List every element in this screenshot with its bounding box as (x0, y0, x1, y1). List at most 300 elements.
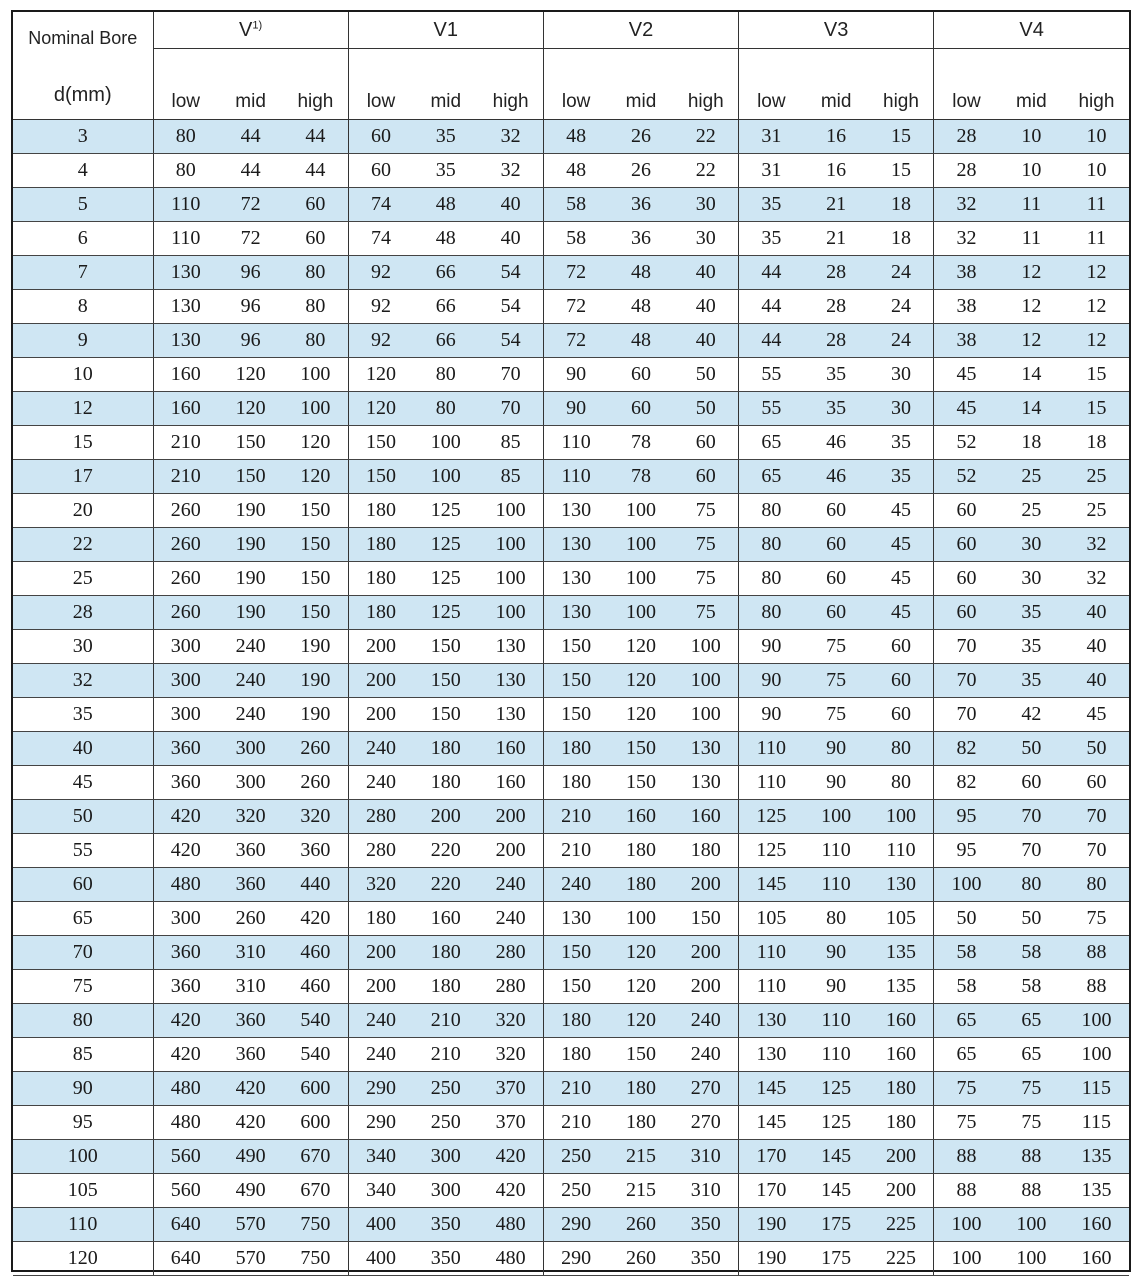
value-cell: 310 (218, 970, 283, 1004)
table-row (13, 324, 1129, 358)
value-cell: 95 (934, 834, 999, 868)
value-cell: 120 (608, 1004, 673, 1038)
value-cell: 45 (869, 494, 934, 528)
value-cell: 240 (674, 1038, 739, 1072)
sub-header-low: low (348, 49, 413, 120)
value-cell: 260 (608, 1242, 673, 1276)
value-cell: 360 (218, 1038, 283, 1072)
value-cell: 60 (999, 766, 1064, 800)
value-cell: 100 (478, 596, 543, 630)
value-cell: 250 (543, 1174, 608, 1208)
value-cell: 150 (283, 562, 348, 596)
sub-header-high: high (869, 49, 934, 120)
footnote-marker: 1) (252, 18, 263, 31)
value-cell: 130 (153, 290, 218, 324)
group-header-v2 (543, 12, 738, 49)
value-cell: 570 (218, 1242, 283, 1276)
value-cell: 150 (283, 528, 348, 562)
value-cell: 36 (608, 222, 673, 256)
value-cell: 200 (478, 834, 543, 868)
value-cell: 160 (1064, 1242, 1129, 1276)
value-cell: 100 (478, 528, 543, 562)
value-cell: 460 (283, 970, 348, 1004)
value-cell: 350 (674, 1242, 739, 1276)
value-cell: 350 (413, 1242, 478, 1276)
value-cell: 30 (999, 562, 1064, 596)
value-cell: 540 (283, 1004, 348, 1038)
value-cell: 160 (478, 732, 543, 766)
value-cell: 85 (478, 426, 543, 460)
value-cell: 35 (804, 358, 869, 392)
value-cell: 120 (283, 426, 348, 460)
value-cell: 225 (869, 1208, 934, 1242)
table-row (13, 460, 1129, 494)
value-cell: 110 (804, 868, 869, 902)
value-cell: 210 (153, 426, 218, 460)
value-cell: 50 (999, 732, 1064, 766)
value-cell: 150 (543, 630, 608, 664)
value-cell: 65 (934, 1038, 999, 1072)
value-cell: 54 (478, 324, 543, 358)
value-cell: 90 (543, 392, 608, 426)
value-cell: 120 (608, 698, 673, 732)
value-cell: 180 (348, 562, 413, 596)
value-cell: 145 (739, 1072, 804, 1106)
value-cell: 175 (804, 1242, 869, 1276)
bore-cell: 25 (13, 562, 153, 596)
value-cell: 480 (153, 1106, 218, 1140)
value-cell: 100 (804, 800, 869, 834)
value-cell: 58 (934, 970, 999, 1004)
value-cell: 36 (608, 188, 673, 222)
value-cell: 60 (1064, 766, 1129, 800)
value-cell: 75 (674, 494, 739, 528)
value-cell: 100 (1064, 1038, 1129, 1072)
value-cell: 420 (153, 1004, 218, 1038)
value-cell: 180 (413, 732, 478, 766)
value-cell: 130 (478, 664, 543, 698)
value-cell: 48 (608, 290, 673, 324)
value-cell: 130 (739, 1038, 804, 1072)
value-cell: 160 (153, 358, 218, 392)
sub-header-low: low (543, 49, 608, 120)
value-cell: 45 (869, 596, 934, 630)
value-cell: 40 (478, 222, 543, 256)
bore-cell: 10 (13, 358, 153, 392)
value-cell: 60 (869, 698, 934, 732)
value-cell: 58 (999, 970, 1064, 1004)
value-cell: 72 (218, 222, 283, 256)
value-cell: 38 (934, 290, 999, 324)
value-cell: 12 (1064, 256, 1129, 290)
table-row (13, 222, 1129, 256)
value-cell: 90 (739, 698, 804, 732)
value-cell: 25 (1064, 494, 1129, 528)
value-cell: 60 (804, 596, 869, 630)
value-cell: 200 (348, 630, 413, 664)
value-cell: 300 (153, 902, 218, 936)
bore-cell: 20 (13, 494, 153, 528)
value-cell: 300 (413, 1174, 478, 1208)
value-cell: 80 (283, 324, 348, 358)
value-cell: 70 (478, 392, 543, 426)
value-cell: 200 (478, 800, 543, 834)
value-cell: 80 (1064, 868, 1129, 902)
value-cell: 32 (934, 222, 999, 256)
sub-header-low: low (153, 49, 218, 120)
value-cell: 100 (283, 392, 348, 426)
value-cell: 160 (869, 1038, 934, 1072)
value-cell: 480 (153, 1072, 218, 1106)
value-cell: 58 (543, 222, 608, 256)
value-cell: 240 (218, 630, 283, 664)
value-cell: 80 (739, 562, 804, 596)
bore-cell: 17 (13, 460, 153, 494)
group-header-v4 (934, 12, 1129, 49)
bore-unit-label: d(mm) (53, 84, 112, 106)
value-cell: 125 (413, 494, 478, 528)
value-cell: 115 (1064, 1106, 1129, 1140)
value-cell: 135 (869, 936, 934, 970)
value-cell: 90 (804, 766, 869, 800)
table-row (13, 800, 1129, 834)
value-cell: 200 (348, 936, 413, 970)
table-row (13, 290, 1129, 324)
value-cell: 48 (543, 154, 608, 188)
value-cell: 180 (543, 1004, 608, 1038)
value-cell: 100 (478, 494, 543, 528)
value-cell: 80 (999, 868, 1064, 902)
value-cell: 12 (1064, 324, 1129, 358)
value-cell: 180 (348, 528, 413, 562)
value-cell: 35 (413, 120, 478, 154)
value-cell: 28 (804, 290, 869, 324)
value-cell: 250 (543, 1140, 608, 1174)
value-cell: 280 (348, 800, 413, 834)
value-cell: 60 (934, 596, 999, 630)
value-cell: 80 (869, 732, 934, 766)
value-cell: 55 (739, 392, 804, 426)
value-cell: 72 (543, 256, 608, 290)
value-cell: 32 (478, 154, 543, 188)
bore-cell: 80 (13, 1004, 153, 1038)
value-cell: 14 (999, 358, 1064, 392)
sub-header-mid: mid (218, 49, 283, 120)
value-cell: 100 (478, 562, 543, 596)
value-cell: 80 (739, 528, 804, 562)
value-cell: 160 (1064, 1208, 1129, 1242)
value-cell: 130 (153, 256, 218, 290)
table-row (13, 936, 1129, 970)
value-cell: 25 (1064, 460, 1129, 494)
value-cell: 74 (348, 188, 413, 222)
bore-cell: 50 (13, 800, 153, 834)
value-cell: 100 (999, 1242, 1064, 1276)
value-cell: 92 (348, 256, 413, 290)
value-cell: 640 (153, 1242, 218, 1276)
value-cell: 90 (804, 936, 869, 970)
value-cell: 250 (413, 1072, 478, 1106)
value-cell: 54 (478, 256, 543, 290)
value-cell: 60 (934, 562, 999, 596)
bore-cell: 4 (13, 154, 153, 188)
bore-cell: 3 (13, 120, 153, 154)
value-cell: 25 (999, 460, 1064, 494)
value-cell: 240 (543, 868, 608, 902)
value-cell: 46 (804, 460, 869, 494)
table-row (13, 970, 1129, 1004)
value-cell: 25 (999, 494, 1064, 528)
value-cell: 40 (1064, 596, 1129, 630)
value-cell: 22 (674, 120, 739, 154)
value-cell: 420 (153, 834, 218, 868)
value-cell: 150 (413, 698, 478, 732)
value-cell: 11 (1064, 222, 1129, 256)
value-cell: 150 (413, 664, 478, 698)
value-cell: 105 (869, 902, 934, 936)
value-cell: 45 (869, 562, 934, 596)
value-cell: 150 (543, 936, 608, 970)
value-cell: 70 (934, 630, 999, 664)
value-cell: 180 (869, 1072, 934, 1106)
sub-header-high: high (478, 49, 543, 120)
value-cell: 125 (413, 562, 478, 596)
value-cell: 45 (934, 392, 999, 426)
value-cell: 92 (348, 324, 413, 358)
value-cell: 170 (739, 1174, 804, 1208)
value-cell: 260 (153, 562, 218, 596)
value-cell: 460 (283, 936, 348, 970)
value-cell: 30 (674, 188, 739, 222)
table-row (13, 562, 1129, 596)
value-cell: 150 (283, 596, 348, 630)
value-cell: 88 (1064, 936, 1129, 970)
value-cell: 80 (413, 392, 478, 426)
value-cell: 145 (739, 1106, 804, 1140)
value-cell: 110 (739, 936, 804, 970)
value-cell: 150 (413, 630, 478, 664)
value-cell: 78 (608, 426, 673, 460)
value-cell: 130 (543, 562, 608, 596)
value-cell: 190 (218, 562, 283, 596)
value-cell: 130 (478, 698, 543, 732)
value-cell: 260 (608, 1208, 673, 1242)
value-cell: 120 (608, 936, 673, 970)
value-cell: 70 (478, 358, 543, 392)
value-cell: 150 (543, 698, 608, 732)
value-cell: 600 (283, 1072, 348, 1106)
sub-header-low: low (739, 49, 804, 120)
value-cell: 32 (1064, 528, 1129, 562)
value-cell: 160 (674, 800, 739, 834)
value-cell: 125 (804, 1072, 869, 1106)
value-cell: 360 (153, 732, 218, 766)
value-cell: 80 (413, 358, 478, 392)
value-cell: 52 (934, 426, 999, 460)
sub-header-mid: mid (413, 49, 478, 120)
value-cell: 35 (739, 188, 804, 222)
value-cell: 44 (283, 120, 348, 154)
value-cell: 54 (478, 290, 543, 324)
value-cell: 190 (283, 664, 348, 698)
value-cell: 65 (739, 460, 804, 494)
value-cell: 46 (804, 426, 869, 460)
value-cell: 240 (218, 698, 283, 732)
value-cell: 150 (608, 766, 673, 800)
value-cell: 370 (478, 1106, 543, 1140)
value-cell: 210 (413, 1004, 478, 1038)
value-cell: 21 (804, 188, 869, 222)
value-cell: 135 (869, 970, 934, 1004)
value-cell: 160 (153, 392, 218, 426)
value-cell: 200 (869, 1140, 934, 1174)
value-cell: 40 (674, 256, 739, 290)
value-cell: 40 (1064, 664, 1129, 698)
table-row (13, 392, 1129, 426)
group-label: V2 (628, 18, 654, 41)
value-cell: 420 (218, 1106, 283, 1140)
value-cell: 11 (999, 188, 1064, 222)
value-cell: 96 (218, 256, 283, 290)
value-cell: 50 (674, 392, 739, 426)
value-cell: 70 (999, 834, 1064, 868)
sub-header-high: high (1064, 49, 1129, 120)
value-cell: 200 (413, 800, 478, 834)
value-cell: 300 (153, 698, 218, 732)
value-cell: 110 (739, 766, 804, 800)
value-cell: 350 (413, 1208, 478, 1242)
value-cell: 28 (804, 324, 869, 358)
value-cell: 32 (478, 120, 543, 154)
value-cell: 120 (348, 358, 413, 392)
value-cell: 420 (478, 1174, 543, 1208)
table-row (13, 256, 1129, 290)
bore-cell: 110 (13, 1208, 153, 1242)
sub-header-mid: mid (804, 49, 869, 120)
bore-cell: 85 (13, 1038, 153, 1072)
value-cell: 80 (869, 766, 934, 800)
value-cell: 50 (934, 902, 999, 936)
value-cell: 44 (739, 290, 804, 324)
value-cell: 58 (934, 936, 999, 970)
value-cell: 35 (999, 664, 1064, 698)
value-cell: 66 (413, 256, 478, 290)
value-cell: 180 (348, 494, 413, 528)
sub-header-row (13, 49, 1129, 120)
value-cell: 200 (674, 936, 739, 970)
bore-cell: 8 (13, 290, 153, 324)
value-cell: 96 (218, 290, 283, 324)
value-cell: 210 (543, 1072, 608, 1106)
value-cell: 16 (804, 154, 869, 188)
value-cell: 90 (739, 630, 804, 664)
value-cell: 28 (934, 120, 999, 154)
value-cell: 150 (608, 732, 673, 766)
table-row (13, 120, 1129, 154)
value-cell: 82 (934, 766, 999, 800)
table-row (13, 664, 1129, 698)
value-cell: 360 (218, 868, 283, 902)
value-cell: 320 (348, 868, 413, 902)
table-body (13, 120, 1129, 1276)
value-cell: 100 (674, 630, 739, 664)
value-cell: 200 (348, 970, 413, 1004)
value-cell: 420 (153, 800, 218, 834)
value-cell: 210 (543, 800, 608, 834)
bore-cell: 70 (13, 936, 153, 970)
value-cell: 60 (869, 630, 934, 664)
value-cell: 88 (934, 1140, 999, 1174)
value-cell: 200 (674, 868, 739, 902)
value-cell: 125 (739, 834, 804, 868)
table-row (13, 1242, 1129, 1276)
value-cell: 66 (413, 290, 478, 324)
value-cell: 110 (153, 188, 218, 222)
value-cell: 150 (218, 426, 283, 460)
value-cell: 80 (153, 120, 218, 154)
value-cell: 90 (739, 664, 804, 698)
value-cell: 440 (283, 868, 348, 902)
value-cell: 300 (218, 766, 283, 800)
value-cell: 72 (543, 324, 608, 358)
value-cell: 190 (218, 596, 283, 630)
value-cell: 38 (934, 324, 999, 358)
value-cell: 70 (934, 664, 999, 698)
table-row (13, 426, 1129, 460)
value-cell: 260 (218, 902, 283, 936)
value-cell: 130 (478, 630, 543, 664)
value-cell: 12 (999, 290, 1064, 324)
value-cell: 110 (739, 970, 804, 1004)
value-cell: 80 (153, 154, 218, 188)
value-cell: 44 (218, 120, 283, 154)
value-cell: 12 (1064, 290, 1129, 324)
value-cell: 120 (348, 392, 413, 426)
bore-cell: 5 (13, 188, 153, 222)
table-row (13, 188, 1129, 222)
value-cell: 72 (218, 188, 283, 222)
value-cell: 340 (348, 1174, 413, 1208)
value-cell: 370 (478, 1072, 543, 1106)
value-cell: 260 (283, 766, 348, 800)
value-cell: 75 (934, 1106, 999, 1140)
value-cell: 225 (869, 1242, 934, 1276)
value-cell: 90 (543, 358, 608, 392)
table-row (13, 596, 1129, 630)
value-cell: 30 (674, 222, 739, 256)
value-cell: 560 (153, 1140, 218, 1174)
value-cell: 180 (413, 936, 478, 970)
value-cell: 44 (283, 154, 348, 188)
value-cell: 40 (1064, 630, 1129, 664)
table-row (13, 1208, 1129, 1242)
value-cell: 180 (543, 732, 608, 766)
value-cell: 220 (413, 834, 478, 868)
value-cell: 88 (999, 1174, 1064, 1208)
value-cell: 45 (1064, 698, 1129, 732)
value-cell: 175 (804, 1208, 869, 1242)
table-row (13, 358, 1129, 392)
value-cell: 75 (999, 1106, 1064, 1140)
value-cell: 180 (608, 868, 673, 902)
value-cell: 130 (543, 596, 608, 630)
value-cell: 200 (869, 1174, 934, 1208)
value-cell: 100 (934, 868, 999, 902)
value-cell: 180 (608, 834, 673, 868)
bore-cell: 30 (13, 630, 153, 664)
value-cell: 180 (348, 596, 413, 630)
value-cell: 88 (1064, 970, 1129, 1004)
